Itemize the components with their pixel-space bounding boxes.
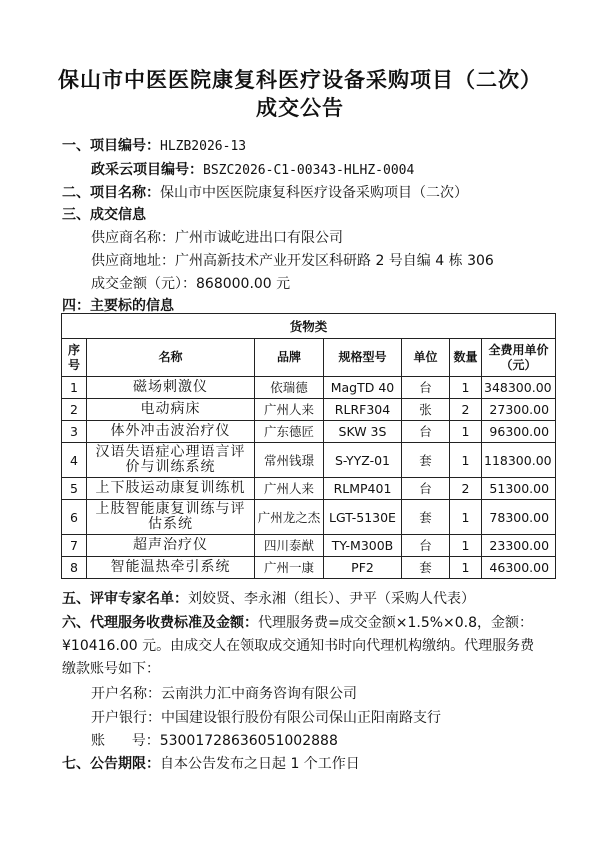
cell-price: 96300.00: [482, 421, 556, 443]
agency-fee-text2: ¥10416.00 元。由成交人在领取成交通知书时向代理机构缴纳。代理服务费: [62, 638, 535, 654]
project-number: [62, 137, 246, 156]
table-row: [62, 399, 556, 421]
table-row: [62, 500, 556, 535]
cell-name: 汉语失语症心理语言评价与训练系统: [87, 443, 255, 478]
account-number: 账 号：53001728636051002888: [91, 733, 338, 749]
table-category: 货物类: [62, 314, 556, 339]
header-model: 规格型号: [324, 339, 402, 377]
cell-seq: 5: [62, 478, 87, 500]
agency-fee: [62, 614, 533, 632]
cell-brand: 广州人来: [255, 399, 324, 421]
notice-period: [62, 755, 360, 773]
header-price: 全费用单价（元）: [482, 339, 556, 377]
table-row: [62, 421, 556, 443]
cell-qty: 1: [450, 377, 482, 399]
cell-price: 51300.00: [482, 478, 556, 500]
cell-seq: 7: [62, 535, 87, 557]
goods-table: [61, 313, 556, 579]
cell-unit: 台: [402, 535, 450, 557]
cell-unit: 台: [402, 421, 450, 443]
zcy-project-number: [91, 161, 414, 180]
cell-price: 27300.00: [482, 399, 556, 421]
header-unit: 单位: [402, 339, 450, 377]
cell-price: 78300.00: [482, 500, 556, 535]
cell-seq: 4: [62, 443, 87, 478]
cell-seq: 1: [62, 377, 87, 399]
table-row: [62, 443, 556, 478]
cell-qty: 2: [450, 399, 482, 421]
cell-price: 118300.00: [482, 443, 556, 478]
account-name: 开户名称：云南洪力汇中商务咨询有限公司: [91, 686, 357, 702]
expert-list-value: 刘姣贤、李永湘（组长）、尹平（采购人代表）: [188, 591, 475, 607]
cell-qty: 1: [450, 535, 482, 557]
cell-brand: 广东德匠: [255, 421, 324, 443]
cell-price: 46300.00: [482, 557, 556, 579]
cell-model: RLRF304: [324, 399, 402, 421]
cell-model: SKW 3S: [324, 421, 402, 443]
notice-title-line2: 成交公告: [256, 96, 344, 120]
cell-brand: 广州一康: [255, 557, 324, 579]
deal-amount: 成交金额（元）：868000.00 元: [91, 276, 291, 292]
table-row: [62, 478, 556, 500]
cell-name: 超声治疗仪: [87, 535, 255, 557]
expert-list: [62, 590, 475, 608]
cell-name: 电动病床: [87, 399, 255, 421]
cell-model: MagTD 40: [324, 377, 402, 399]
agency-fee-text1: 代理服务费=成交金额×1.5%×0.8，金额：: [258, 615, 534, 631]
cell-qty: 1: [450, 557, 482, 579]
cell-model: TY-M300B: [324, 535, 402, 557]
cell-qty: 1: [450, 500, 482, 535]
cell-unit: 套: [402, 443, 450, 478]
cell-qty: 1: [450, 421, 482, 443]
cell-unit: 套: [402, 500, 450, 535]
agency-fee-label: 六、代理服务收费标准及金额：: [62, 615, 258, 631]
header-qty: 数量: [450, 339, 482, 377]
cell-seq: 8: [62, 557, 87, 579]
cell-name: 上下肢运动康复训练机: [87, 478, 255, 500]
expert-list-label: 五、评审专家名单：: [62, 591, 188, 607]
table-row: [62, 557, 556, 579]
cell-brand: 常州钱璟: [255, 443, 324, 478]
agency-fee-text3: 缴款账号如下：: [62, 661, 160, 677]
project-name: [62, 184, 468, 202]
cell-brand: 广州人来: [255, 478, 324, 500]
cell-model: RLMP401: [324, 478, 402, 500]
notice-title-line1: 保山市中医医院康复科医疗设备采购项目（二次）: [58, 68, 542, 92]
cell-model: LGT-5130E: [324, 500, 402, 535]
notice-period-label: 七、公告期限：: [62, 756, 160, 772]
cell-unit: 台: [402, 478, 450, 500]
cell-price: 23300.00: [482, 535, 556, 557]
project-number-value: HLZB2026-13: [160, 139, 247, 154]
cell-brand: 依瑞德: [255, 377, 324, 399]
cell-name: 体外冲击波治疗仪: [87, 421, 255, 443]
cell-model: PF2: [324, 557, 402, 579]
cell-name: 上肢智能康复训练与评估系统: [87, 500, 255, 535]
supplier-name: 供应商名称：广州市诚屹进出口有限公司: [91, 230, 343, 246]
cell-name: 智能温热牵引系统: [87, 557, 255, 579]
cell-brand: 四川泰猷: [255, 535, 324, 557]
cell-unit: 张: [402, 399, 450, 421]
cell-name: 磁场刺激仪: [87, 377, 255, 399]
zcy-project-number-value: BSZC2026-C1-00343-HLHZ-0004: [203, 163, 415, 178]
cell-model: S-YYZ-01: [324, 443, 402, 478]
cell-seq: 2: [62, 399, 87, 421]
header-seq: 序号: [62, 339, 87, 377]
cell-brand: 广州龙之杰: [255, 500, 324, 535]
supplier-address: 供应商地址：广州高新技术产业开发区科研路 2 号自编 4 栋 306: [91, 253, 494, 269]
main-items-heading: 四：主要标的信息: [62, 298, 174, 314]
cell-seq: 3: [62, 421, 87, 443]
cell-seq: 6: [62, 500, 87, 535]
deal-info-heading: 三、成交信息: [62, 207, 146, 223]
table-row: [62, 535, 556, 557]
header-brand: 品牌: [255, 339, 324, 377]
bank-name: 开户银行：中国建设银行股份有限公司保山正阳南路支行: [91, 710, 441, 726]
notice-period-value: 自本公告发布之日起 1 个工作日: [160, 756, 360, 772]
cell-unit: 台: [402, 377, 450, 399]
cell-unit: 套: [402, 557, 450, 579]
zcy-project-number-label: 政采云项目编号：: [91, 162, 203, 178]
cell-qty: 2: [450, 478, 482, 500]
project-name-label: 二、项目名称：: [62, 185, 160, 201]
header-name: 名称: [87, 339, 255, 377]
cell-price: 348300.00: [482, 377, 556, 399]
project-name-value: 保山市中医医院康复科医疗设备采购项目（二次）: [160, 185, 468, 201]
cell-qty: 1: [450, 443, 482, 478]
project-number-label: 一、项目编号：: [62, 138, 160, 154]
table-row: [62, 377, 556, 399]
